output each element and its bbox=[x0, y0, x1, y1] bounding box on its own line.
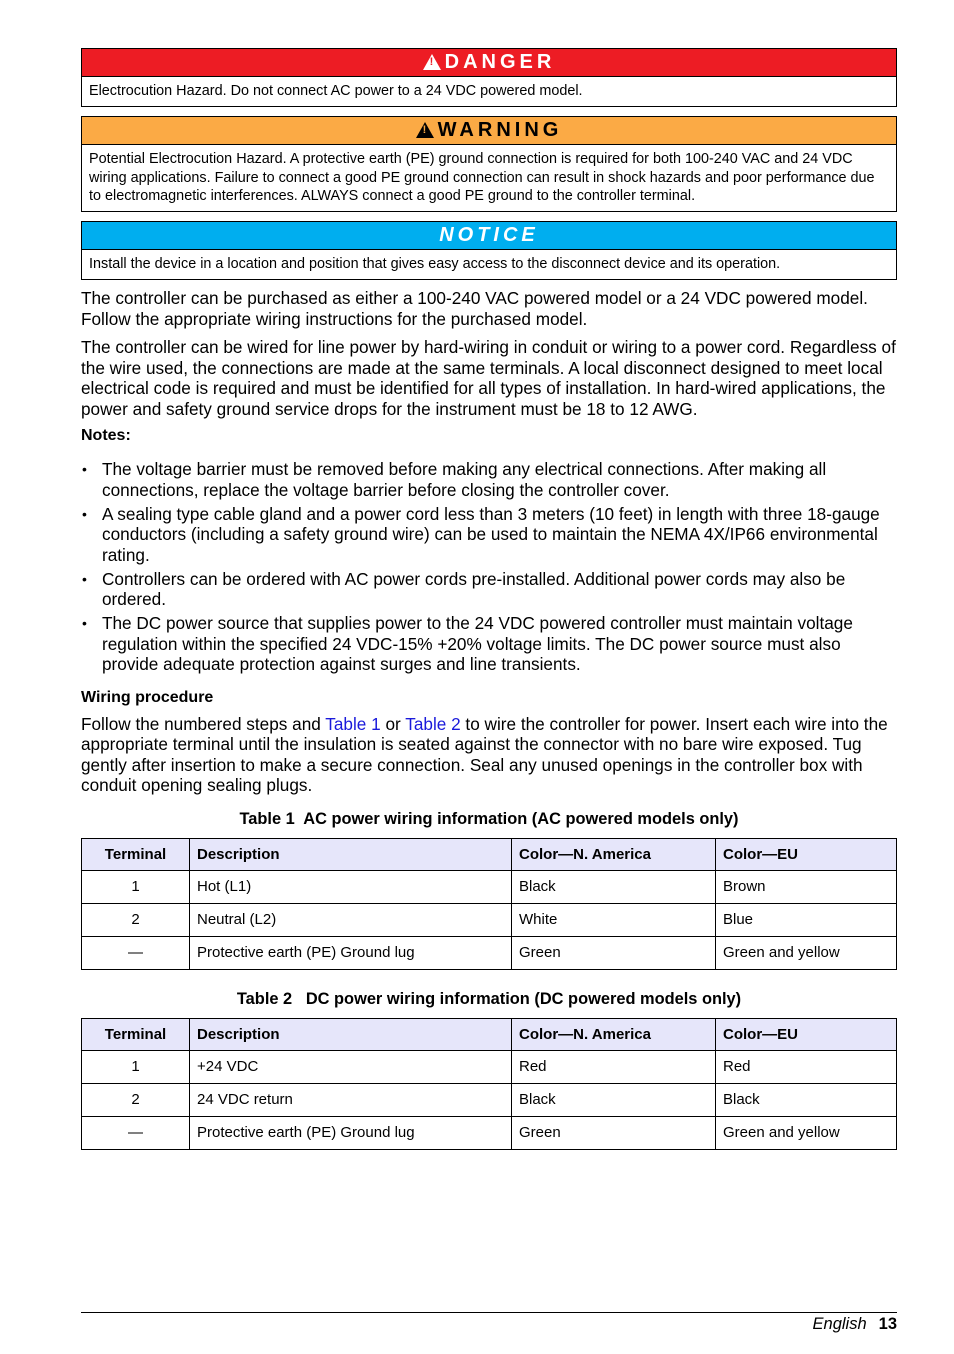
table-header-row bbox=[82, 838, 897, 870]
warning-title: WARNING bbox=[437, 119, 563, 142]
table-row bbox=[82, 903, 897, 936]
cell: 1 bbox=[82, 870, 190, 903]
cell: Brown bbox=[716, 870, 897, 903]
cell: +24 VDC bbox=[190, 1050, 512, 1083]
column-header: Color—N. America bbox=[512, 1018, 716, 1050]
danger-header bbox=[82, 49, 896, 77]
section-heading: Wiring procedure bbox=[81, 688, 214, 706]
warning-triangle-icon bbox=[416, 122, 434, 138]
table-header-row bbox=[82, 1018, 897, 1050]
notice-text: Install the device in a location and position that gives easy access to the disconnect device and its operation. bbox=[89, 256, 781, 273]
cell: Black bbox=[716, 1083, 897, 1116]
list-item: • Controllers can be ordered with AC power cords pre-installed. Additional power cords may also be ordered. bbox=[81, 569, 897, 610]
cell: Red bbox=[512, 1050, 716, 1083]
footer-language: English bbox=[812, 1315, 867, 1333]
danger-title: DANGER bbox=[444, 51, 556, 73]
cell: Neutral (L2) bbox=[190, 903, 512, 936]
column-header: Description bbox=[190, 1018, 512, 1050]
table-2-link[interactable]: Table 2 bbox=[405, 713, 461, 734]
list-item: • The voltage barrier must be removed before making any electrical connections. After making all connections, replace the voltage barrier before closing the controller cover. bbox=[81, 459, 897, 500]
notice-header bbox=[82, 222, 896, 250]
cell: 1 bbox=[82, 1050, 190, 1083]
cell: Hot (L1) bbox=[190, 870, 512, 903]
cell: Blue bbox=[716, 903, 897, 936]
danger-text: Electrocution Hazard. Do not connect AC power to a 24 VDC powered model. bbox=[89, 83, 583, 99]
column-header: Color—EU bbox=[716, 1018, 897, 1050]
notice-title: NOTICE bbox=[439, 224, 539, 247]
table-1-link[interactable]: Table 1 bbox=[325, 713, 381, 734]
list-item: • A sealing type cable gland and a power cord less than 3 meters (10 feet) in length with three 18-gauge conductors (including a safety ground wire) can be used to maintain the NEMA 4X/IP66 environmental rating. bbox=[81, 504, 897, 566]
cell: 2 bbox=[82, 1083, 190, 1116]
cell: Black bbox=[512, 1083, 716, 1116]
notes-label: Notes: bbox=[81, 427, 131, 445]
column-header: Terminal bbox=[82, 838, 190, 870]
table-row bbox=[82, 1116, 897, 1149]
cell: Green bbox=[512, 936, 716, 969]
cell: Protective earth (PE) Ground lug bbox=[190, 1116, 512, 1149]
cell: Green and yellow bbox=[716, 936, 897, 969]
cell: Black bbox=[512, 870, 716, 903]
cell: — bbox=[82, 1116, 190, 1149]
warning-triangle-icon bbox=[423, 54, 441, 70]
column-header: Color—EU bbox=[716, 838, 897, 870]
warning-header bbox=[82, 117, 896, 145]
cell: White bbox=[512, 903, 716, 936]
paragraph: The controller can be wired for line power by hard-wiring in conduit or wiring to a power cord. Regardless of the wire used, the connections are made at the same terminals. A local disconnect designed to meet local electrical code is required and must be identified for all types of installation. In hard-wired applications, the power and safety ground service drops for the instrument must be 18 to 12 AWG. bbox=[81, 337, 896, 419]
cell: Red bbox=[716, 1050, 897, 1083]
cell: Green bbox=[512, 1116, 716, 1149]
text: Follow the numbered steps and bbox=[81, 713, 326, 734]
ac-wiring-table bbox=[81, 838, 897, 970]
table-row bbox=[82, 870, 897, 903]
wiring-intro bbox=[81, 714, 897, 796]
danger-box bbox=[81, 48, 897, 107]
warning-box bbox=[81, 116, 897, 212]
cell: 2 bbox=[82, 903, 190, 936]
column-header: Terminal bbox=[82, 1018, 190, 1050]
text: or bbox=[380, 713, 406, 734]
cell: 24 VDC return bbox=[190, 1083, 512, 1116]
cell: Green and yellow bbox=[716, 1116, 897, 1149]
list-item: • The DC power source that supplies power to the 24 VDC powered controller must maintain voltage regulation within the specified 24 VDC-15% +20% voltage limits. The DC power source must also provide adequate protection against surges and line transients. bbox=[81, 613, 897, 675]
text: to wire the controller for power. Insert each wire into the appropriate terminal until the insulation is seated against the connector with no bare wire exposed. Tug gently after insertion to make a secure connection. Seal any unused openings in the controller box with conduit opening sealing plugs. bbox=[81, 713, 888, 796]
cell: Protective earth (PE) Ground lug bbox=[190, 936, 512, 969]
table-row bbox=[82, 1083, 897, 1116]
table-row bbox=[82, 1050, 897, 1083]
table-caption: Table 2 DC power wiring information (DC powered models only) bbox=[236, 989, 742, 1008]
notice-box bbox=[81, 221, 897, 280]
dc-wiring-table bbox=[81, 1018, 897, 1150]
column-header: Color—N. America bbox=[512, 838, 716, 870]
warning-text: Potential Electrocution Hazard. A protective earth (PE) ground connection is required for both 100-240 VAC and 24 VDC wiring applications. Failure to connect a good PE ground connection can result in shock hazards and poor performance due to electromagnetic interferences. ALWAYS connect a good PE ground to the controller terminal. bbox=[89, 151, 875, 204]
notes-list bbox=[81, 459, 897, 675]
page-number: 13 bbox=[878, 1315, 897, 1333]
table-caption: Table 1 AC power wiring information (AC powered models only) bbox=[239, 809, 739, 828]
document-page bbox=[81, 48, 897, 1150]
page-footer bbox=[81, 1312, 897, 1334]
column-header: Description bbox=[190, 838, 512, 870]
table-row bbox=[82, 936, 897, 969]
cell: — bbox=[82, 936, 190, 969]
paragraph: The controller can be purchased as either a 100-240 VAC powered model or a 24 VDC powered model. Follow the appropriate wiring instructions for the purchased model. bbox=[81, 288, 868, 329]
